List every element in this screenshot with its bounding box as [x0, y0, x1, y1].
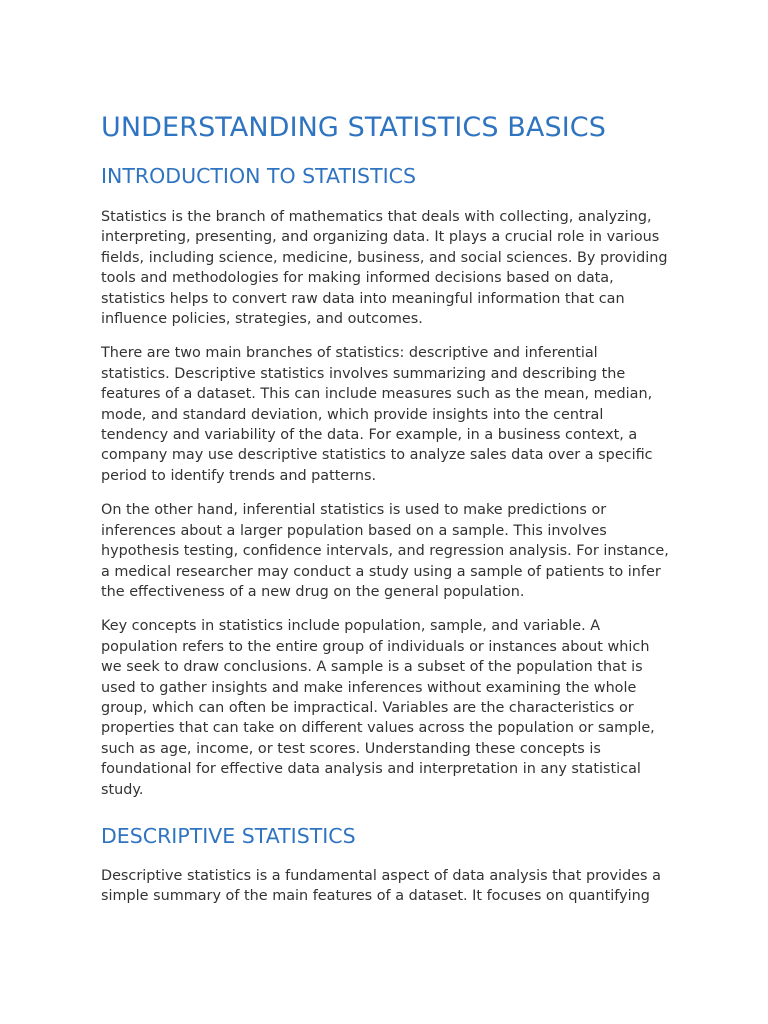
section-heading: INTRODUCTION TO STATISTICS: [101, 164, 416, 188]
section-descriptive-statistics: [101, 820, 669, 907]
section-heading: DESCRIPTIVE STATISTICS: [101, 823, 356, 848]
paragraph: Key concepts in statistics include population, sample, and variable. A population refers to the entire group of individuals or instances about which we seek to draw conclusions. A sample is a subset of the population that is used to gather insights and make inferences without examining the whole group, which can often be impractical. Variables are the characteristics or properties that can take on different values across the population or sample, such as age, income, or test scores. Understanding these concepts is foundational for effective data analysis and interpretation in any statistical study.: [101, 618, 655, 798]
section-introduction: [101, 160, 669, 800]
document-page: [101, 108, 669, 921]
paragraph: There are two main branches of statistics: descriptive and inferential statistics. Descriptive statistics involves summarizing and describing the features of a dataset. This can include measures such as the mean, median, mode, and standard deviation, which provide insights into the central tendency and variability of the data. For example, in a business context, a company may use descriptive statistics to analyze sales data over a specific period to identify trends and patterns.: [101, 345, 653, 484]
paragraph: Statistics is the branch of mathematics that deals with collecting, analyzing, interpreting, presenting, and organizing data. It plays a crucial role in various fields, including science, medicine, business, and social sciences. By providing tools and methodologies for making informed decisions based on data, statistics helps to convert raw data into meaningful information that can influence policies, strategies, and outcomes.: [101, 209, 668, 328]
document-title: UNDERSTANDING STATISTICS BASICS: [101, 112, 606, 143]
paragraph: On the other hand, inferential statistics is used to make predictions or inferences about a larger population based on a sample. This involves hypothesis testing, confidence intervals, and regression analysis. For instance, a medical researcher may conduct a study using a sample of patients to infer the effectiveness of a new drug on the general population.: [101, 502, 669, 600]
paragraph: Descriptive statistics is a fundamental aspect of data analysis that provides a simple summary of the main features of a dataset. It focuses on quantifying: [101, 867, 661, 905]
